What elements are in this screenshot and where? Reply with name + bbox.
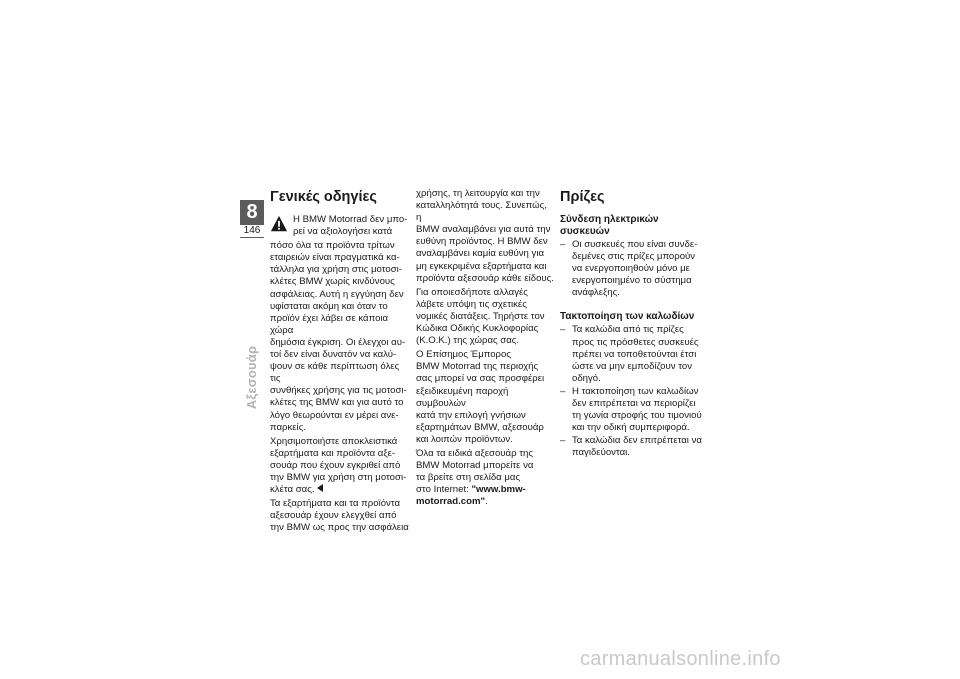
subheading-cable-routing: Τακτοποίηση των καλωδίων — [560, 311, 695, 323]
warning-triangle-icon — [270, 215, 288, 233]
chapter-tab — [240, 200, 264, 238]
chapter-number: 8 — [246, 201, 258, 223]
general-para-3-cont: χρήσης, τη λειτουργία και την καταλληλότητά τους. Συνεπώς, η BMW αναλαμβάνει για αυτά την ευθύνη προϊόντος. Η BMW δεν αναλαμβάνει καμία ευθύνη για μη εγκεκριμένα εξαρτήματα και προϊόντα αξεσουάρ κάθε είδους. — [416, 188, 554, 284]
watermark: carmanualsonline.info — [580, 648, 781, 670]
list-connecting-devices — [560, 239, 708, 299]
list-cable-routing — [560, 324, 708, 459]
list-item: – Τα καλώδια από τις πρίζες προς τις πρόσθετες συσκευές πρέπει να τοποθετούνται έτσι ώστε να μην εμποδίζουν τον οδηγό. — [560, 324, 699, 384]
warning-block — [270, 214, 412, 238]
list-item: – Οι συσκευές που είναι συνδε- δεμένες στις πρίζες μπορούν να ενεργοποιηθούν μόνο με ενεργοποιημένο το σύστημα ανάφλεξης. — [560, 239, 698, 299]
column-1 — [270, 188, 412, 536]
general-para-3: Τα εξαρτήματα και τα προϊόντα αξεσουάρ έχουν ελεγχθεί από την BMW ως προς την ασφάλεια — [270, 498, 409, 534]
general-para-2: Χρησιμοποιήστε αποκλειστικά εξαρτήματα και προϊόντα αξε- σουάρ που έχουν εγκριθεί από την BMW για χρήση στη μοτοσι- κλέτα σας. — [270, 435, 407, 496]
page-number: 146 — [240, 225, 264, 237]
column-3 — [560, 188, 708, 461]
general-para-1: πόσο όλα τα προϊόντα τρίτων εταιρειών είναι πραγματικά κα- τάλληλα για χρήση στις μοτοσι- κλέτες BMW χωρίς κινδύνους ασφάλειας. Αυτή η εγγύηση δεν υφίσταται ακόμη και όταν το προϊόν έχει λάβει σε κάποια χώρα δημόσια έγκριση. Οι έλεγχοι αυ- τοί δεν είναι δυνατόν να καλύ- ψουν σε κάθε περίπτωση όλες τις συνθήκες χρήσης για τις μοτοσι- κλέτες της BMW και για αυτό το λόγο θεωρούνται εν μέρει ανε- παρκείς. — [270, 240, 407, 433]
section-title-general: Γενικές οδηγίες — [270, 189, 377, 205]
general-para-5: Ο Επίσημος Έμπορος BMW Motorrad της περιοχής σας μπορεί να σας προσφέρει εξειδικευμένη παροχή συμβουλών κατά την επιλογή γνήσιων εξαρτημάτων BMW, αξεσουάρ και λοιπών προϊόντων. — [416, 349, 545, 445]
section-side-label: Αξεσουάρ — [244, 345, 260, 409]
end-of-warning-icon — [317, 484, 323, 492]
warning-text: Η BMW Motorrad δεν μπο- ρεί να αξιολογήσει κατά — [293, 214, 408, 238]
subheading-connecting-devices: Σύνδεση ηλεκτρικών συσκευών — [560, 214, 659, 237]
column-2 — [416, 188, 554, 510]
general-para-4: Για οποιεσδήποτε αλλαγές λάβετε υπόψη τις σχετικές νομικές διατάξεις. Τηρήστε τον Κώδικα Οδικής Κυκλοφορίας (Κ.Ο.Κ.) της χώρας σας. — [416, 286, 545, 347]
list-item: – Τα καλώδια δεν επιτρέπεται να παγιδεύονται. — [560, 435, 702, 459]
general-para-6: Όλα τα ειδικά αξεσουάρ της BMW Motorrad μπορείτε να τα βρείτε στη σελίδα μας στο Internet: "www.bmw- motorrad.com". — [416, 447, 534, 508]
section-title-sockets: Πρίζες — [560, 189, 605, 205]
list-item: – Η τακτοποίηση των καλωδίων δεν επιτρέπεται να περιορίζει τη γωνία στροφής του τιμονιού και την οδική συμπεριφορά. — [560, 385, 702, 434]
website-link[interactable]: "www.bmw- motorrad.com" — [416, 484, 526, 508]
